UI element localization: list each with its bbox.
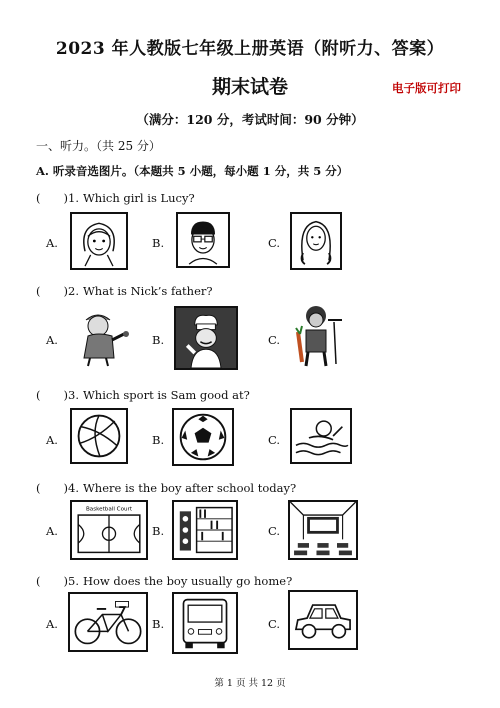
bicycle-icon[interactable] <box>68 592 148 652</box>
option-c-label: C. <box>268 433 281 447</box>
option-b-label: B. <box>152 433 165 447</box>
document-title: 2023 年人教版七年级上册英语（附听力、答案） <box>55 39 445 59</box>
farmer-icon[interactable] <box>284 302 350 368</box>
answer-blank[interactable]: ( ) <box>36 388 68 402</box>
option-a-label: A. <box>46 333 58 347</box>
printable-badge: 电子版可打印 <box>392 81 461 95</box>
library-icon[interactable] <box>172 500 238 560</box>
option-a-label: A. <box>46 524 58 538</box>
section-instruction: A. 听录音选图片。（本题共 5 小题，每小题 1 分，共 5 分） <box>36 164 349 178</box>
score-time-line: （满分：120 分，考试时间：90 分钟） <box>136 112 364 127</box>
option-b-label: B. <box>152 236 165 250</box>
bus-icon[interactable] <box>172 592 238 654</box>
soccer-ball-icon[interactable] <box>172 408 234 466</box>
girl-short-hair-icon[interactable] <box>70 212 128 270</box>
car-icon[interactable] <box>288 590 358 650</box>
option-b-label: B. <box>152 524 165 538</box>
question-text: What is Nick’s father? <box>82 284 213 298</box>
classroom-icon[interactable] <box>288 500 358 560</box>
answer-blank[interactable]: ( ) <box>36 481 68 495</box>
cook-icon[interactable] <box>174 306 238 370</box>
question-text: How does the boy usually go home? <box>82 574 293 588</box>
question-1: ( )1. Which girl is Lucy? <box>36 191 195 205</box>
answer-blank[interactable]: ( ) <box>36 284 68 298</box>
option-b-label: B. <box>152 333 165 347</box>
option-c-label: C. <box>268 333 281 347</box>
doctor-icon[interactable] <box>68 304 132 368</box>
option-b-label: B. <box>152 617 165 631</box>
girl-long-hair-icon[interactable] <box>290 212 342 270</box>
volleyball-icon[interactable] <box>70 408 128 464</box>
question-text: Which girl is Lucy? <box>82 191 195 205</box>
swimmer-icon[interactable] <box>290 408 352 464</box>
option-a-label: A. <box>46 433 58 447</box>
question-text: Which sport is Sam good at? <box>82 388 250 402</box>
option-a-label: A. <box>46 236 58 250</box>
question-4: ( )4. Where is the boy after school today? <box>36 481 297 495</box>
answer-blank[interactable]: ( ) <box>36 574 68 588</box>
answer-blank[interactable]: ( ) <box>36 191 68 205</box>
option-c-label: C. <box>268 236 281 250</box>
option-a-label: A. <box>46 617 58 631</box>
question-5: ( )5. How does the boy usually go home? <box>36 574 293 588</box>
court-sign-text: Basketball Court <box>85 506 133 513</box>
basketball-court-icon[interactable] <box>70 500 148 560</box>
option-c-label: C. <box>268 524 281 538</box>
exam-subtitle: 期末试卷 <box>211 76 288 98</box>
question-3: ( )3. Which sport is Sam good at? <box>36 388 250 402</box>
section-heading: 一、听力。（共 25 分） <box>36 139 161 153</box>
page-footer: 第 1 页 共 12 页 <box>214 678 286 689</box>
question-2: ( )2. What is Nick’s father? <box>36 284 213 298</box>
boy-glasses-icon[interactable] <box>176 212 230 268</box>
question-text: Where is the boy after school today? <box>82 481 297 495</box>
option-c-label: C. <box>268 617 281 631</box>
